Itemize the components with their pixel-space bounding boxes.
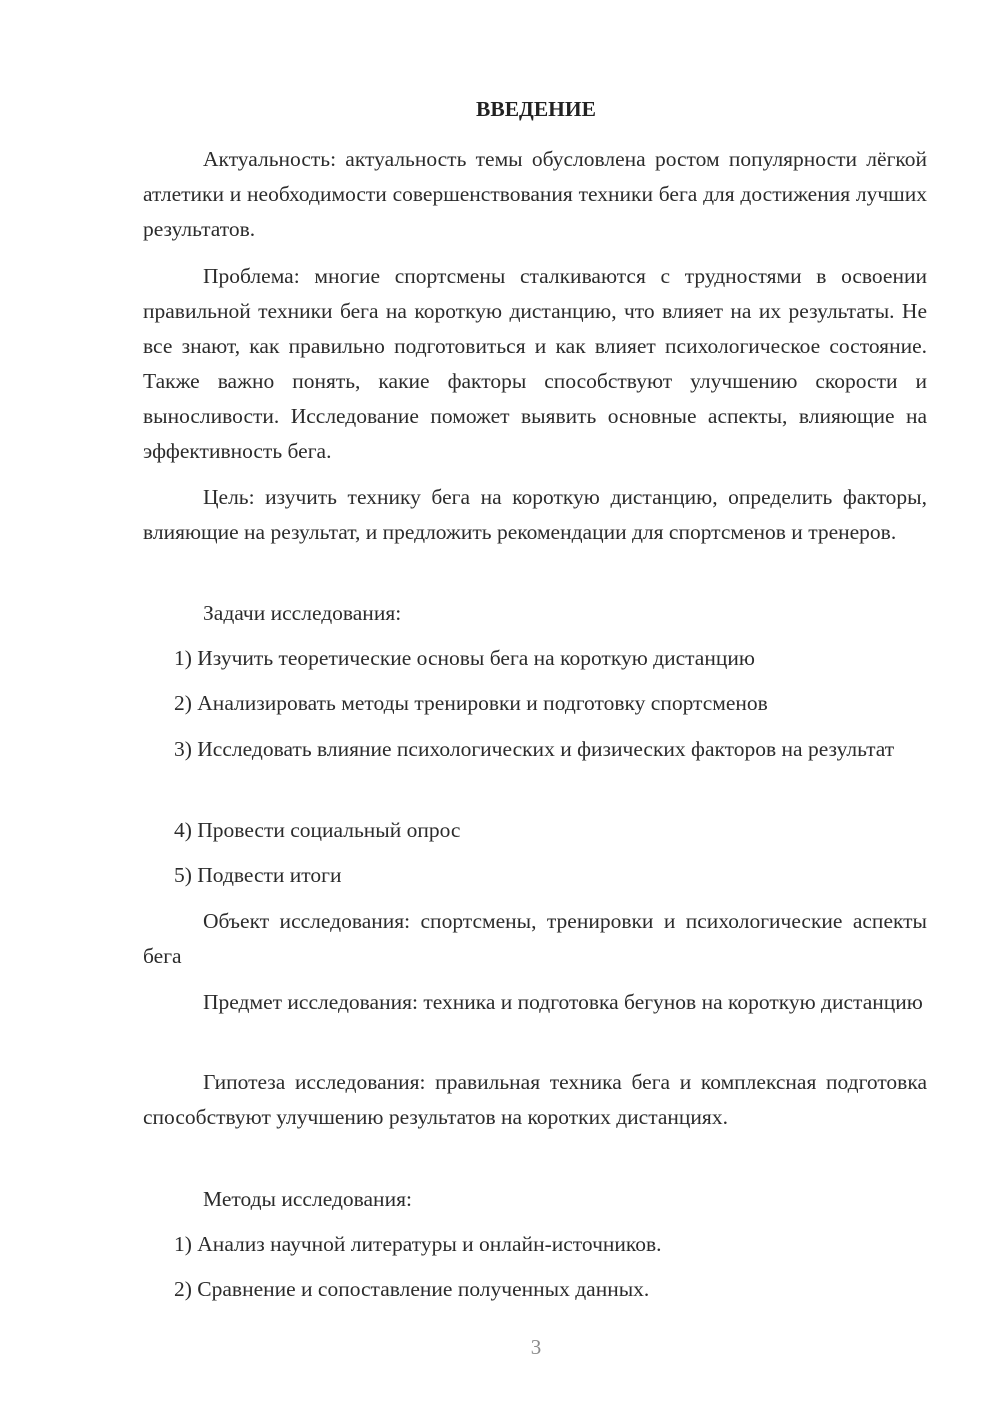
method-item-1: 1) Анализ научной литературы и онлайн-источников. bbox=[174, 1232, 662, 1256]
page-number: 3 bbox=[530, 1335, 542, 1359]
task-item-4: 4) Провести социальный опрос bbox=[174, 818, 461, 842]
problem-paragraph: Проблема: многие спортсмены сталкиваются с трудностями в освоении правильной техники бега на короткую дистанцию, что влияет на их результаты. Не все знают, как правильно подготовиться и как влияет психологическое состояние. Также важно понять, какие факторы способствуют улучшению скорости и выносливости. Исследование поможет выявить основные аспекты, влияющие на эффективность бега. bbox=[143, 264, 927, 463]
task-item-1: 1) Изучить теоретические основы бега на короткую дистанцию bbox=[174, 646, 755, 670]
method-item-2: 2) Сравнение и сопоставление полученных данных. bbox=[174, 1277, 650, 1301]
object-paragraph: Объект исследования: спортсмены, тренировки и психологические аспекты бега bbox=[143, 909, 927, 968]
section-heading: ВВЕДЕНИЕ bbox=[476, 97, 596, 121]
tasks-heading: Задачи исследования: bbox=[203, 601, 402, 625]
hypothesis-paragraph: Гипотеза исследования: правильная техника бега и комплексная подготовка способствуют улучшению результатов на коротких дистанциях. bbox=[143, 1070, 927, 1129]
task-item-3: 3) Исследовать влияние психологических и физических факторов на результат bbox=[174, 737, 895, 761]
task-item-2: 2) Анализировать методы тренировки и подготовку спортсменов bbox=[174, 691, 768, 715]
task-item-5: 5) Подвести итоги bbox=[174, 863, 342, 887]
methods-heading: Методы исследования: bbox=[203, 1187, 412, 1211]
relevance-paragraph: Актуальность: актуальность темы обусловлена ростом популярности лёгкой атлетики и необходимости совершенствования техники бега для достижения лучших результатов. bbox=[143, 147, 927, 241]
subject-paragraph: Предмет исследования: техника и подготовка бегунов на короткую дистанцию bbox=[203, 990, 923, 1014]
goal-paragraph: Цель: изучить технику бега на короткую дистанцию, определить факторы, влияющие на результат, и предложить рекомендации для спортсменов и тренеров. bbox=[143, 485, 927, 544]
